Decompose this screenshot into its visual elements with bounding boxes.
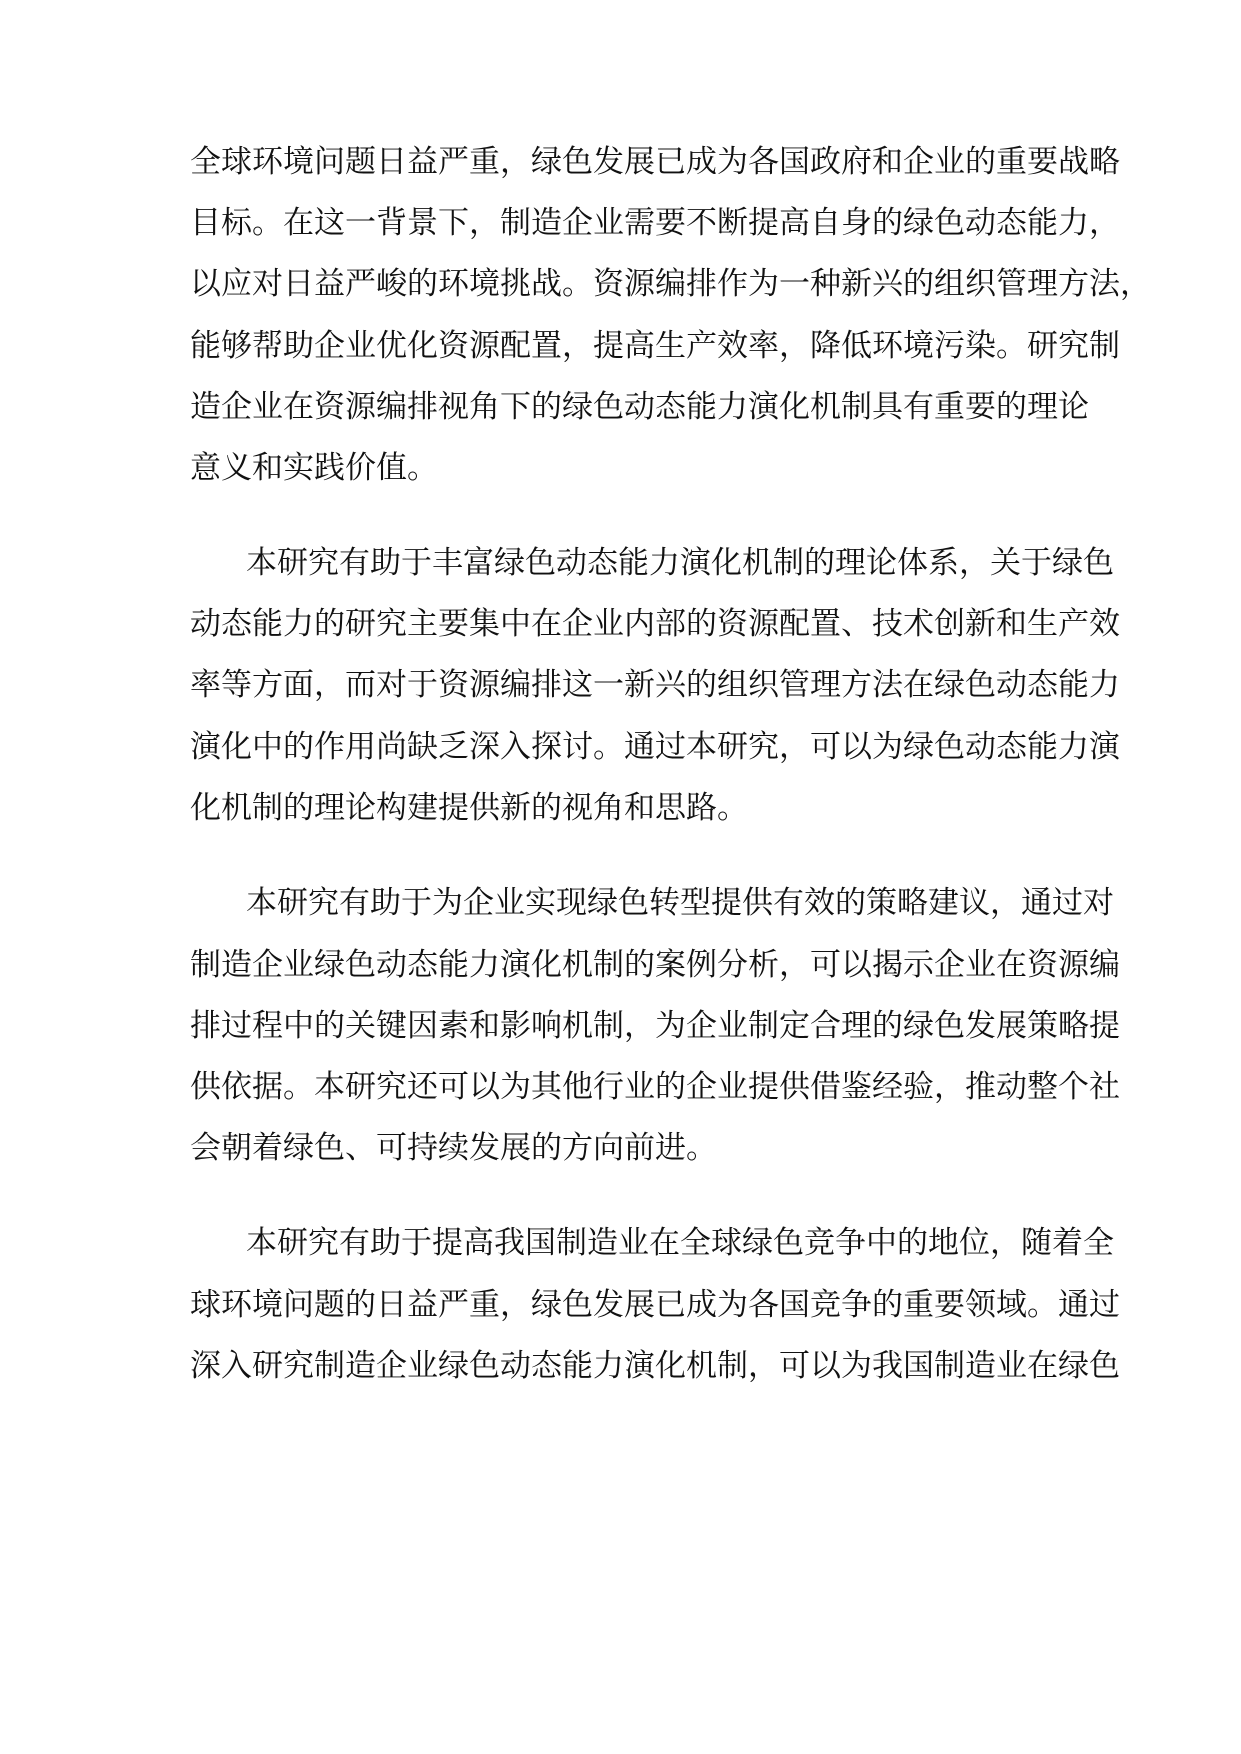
paragraph-2-line-5: 化机制的理论构建提供新的视角和思路。 — [190, 790, 748, 826]
paragraph-2-line-1: 本研究有助于丰富绿色动态能力演化机制的理论体系，关于绿色 — [246, 545, 1114, 581]
paragraph-3-line-1: 本研究有助于为企业实现绿色转型提供有效的策略建议，通过对 — [246, 885, 1114, 921]
paragraph-3-line-2: 制造企业绿色动态能力演化机制的案例分析，可以揭示企业在资源编 — [190, 947, 1120, 983]
paragraph-1-line-1: 全球环境问题日益严重，绿色发展已成为各国政府和企业的重要战略 — [190, 144, 1120, 180]
paragraph-2-line-3: 率等方面，而对于资源编排这一新兴的组织管理方法在绿色动态能力 — [190, 667, 1120, 703]
paragraph-4-line-3: 深入研究制造企业绿色动态能力演化机制，可以为我国制造业在绿色 — [190, 1348, 1120, 1384]
paragraph-1-line-3: 以应对日益严峻的环境挑战。资源编排作为一种新兴的组织管理方法， — [190, 266, 1151, 302]
paragraph-2-line-4: 演化中的作用尚缺乏深入探讨。通过本研究，可以为绿色动态能力演 — [190, 729, 1120, 765]
paragraph-3-line-3: 排过程中的关键因素和影响机制，为企业制定合理的绿色发展策略提 — [190, 1008, 1120, 1044]
paragraph-4-line-2: 球环境问题的日益严重，绿色发展已成为各国竞争的重要领域。通过 — [190, 1287, 1120, 1323]
paragraph-1-line-2: 目标。在这一背景下，制造企业需要不断提高自身的绿色动态能力， — [190, 205, 1120, 241]
paragraph-2-line-2: 动态能力的研究主要集中在企业内部的资源配置、技术创新和生产效 — [190, 606, 1120, 642]
paragraph-1-line-5: 造企业在资源编排视角下的绿色动态能力演化机制具有重要的理论 — [190, 389, 1089, 425]
paragraph-3-line-4: 供依据。本研究还可以为其他行业的企业提供借鉴经验，推动整个社 — [190, 1069, 1120, 1105]
paragraph-3-line-5: 会朝着绿色、可持续发展的方向前进。 — [190, 1130, 717, 1166]
paragraph-4-line-1: 本研究有助于提高我国制造业在全球绿色竞争中的地位，随着全 — [246, 1225, 1114, 1261]
paragraph-1-line-4: 能够帮助企业优化资源配置，提高生产效率，降低环境污染。研究制 — [190, 328, 1120, 364]
paragraph-1-line-6: 意义和实践价值。 — [190, 450, 438, 486]
